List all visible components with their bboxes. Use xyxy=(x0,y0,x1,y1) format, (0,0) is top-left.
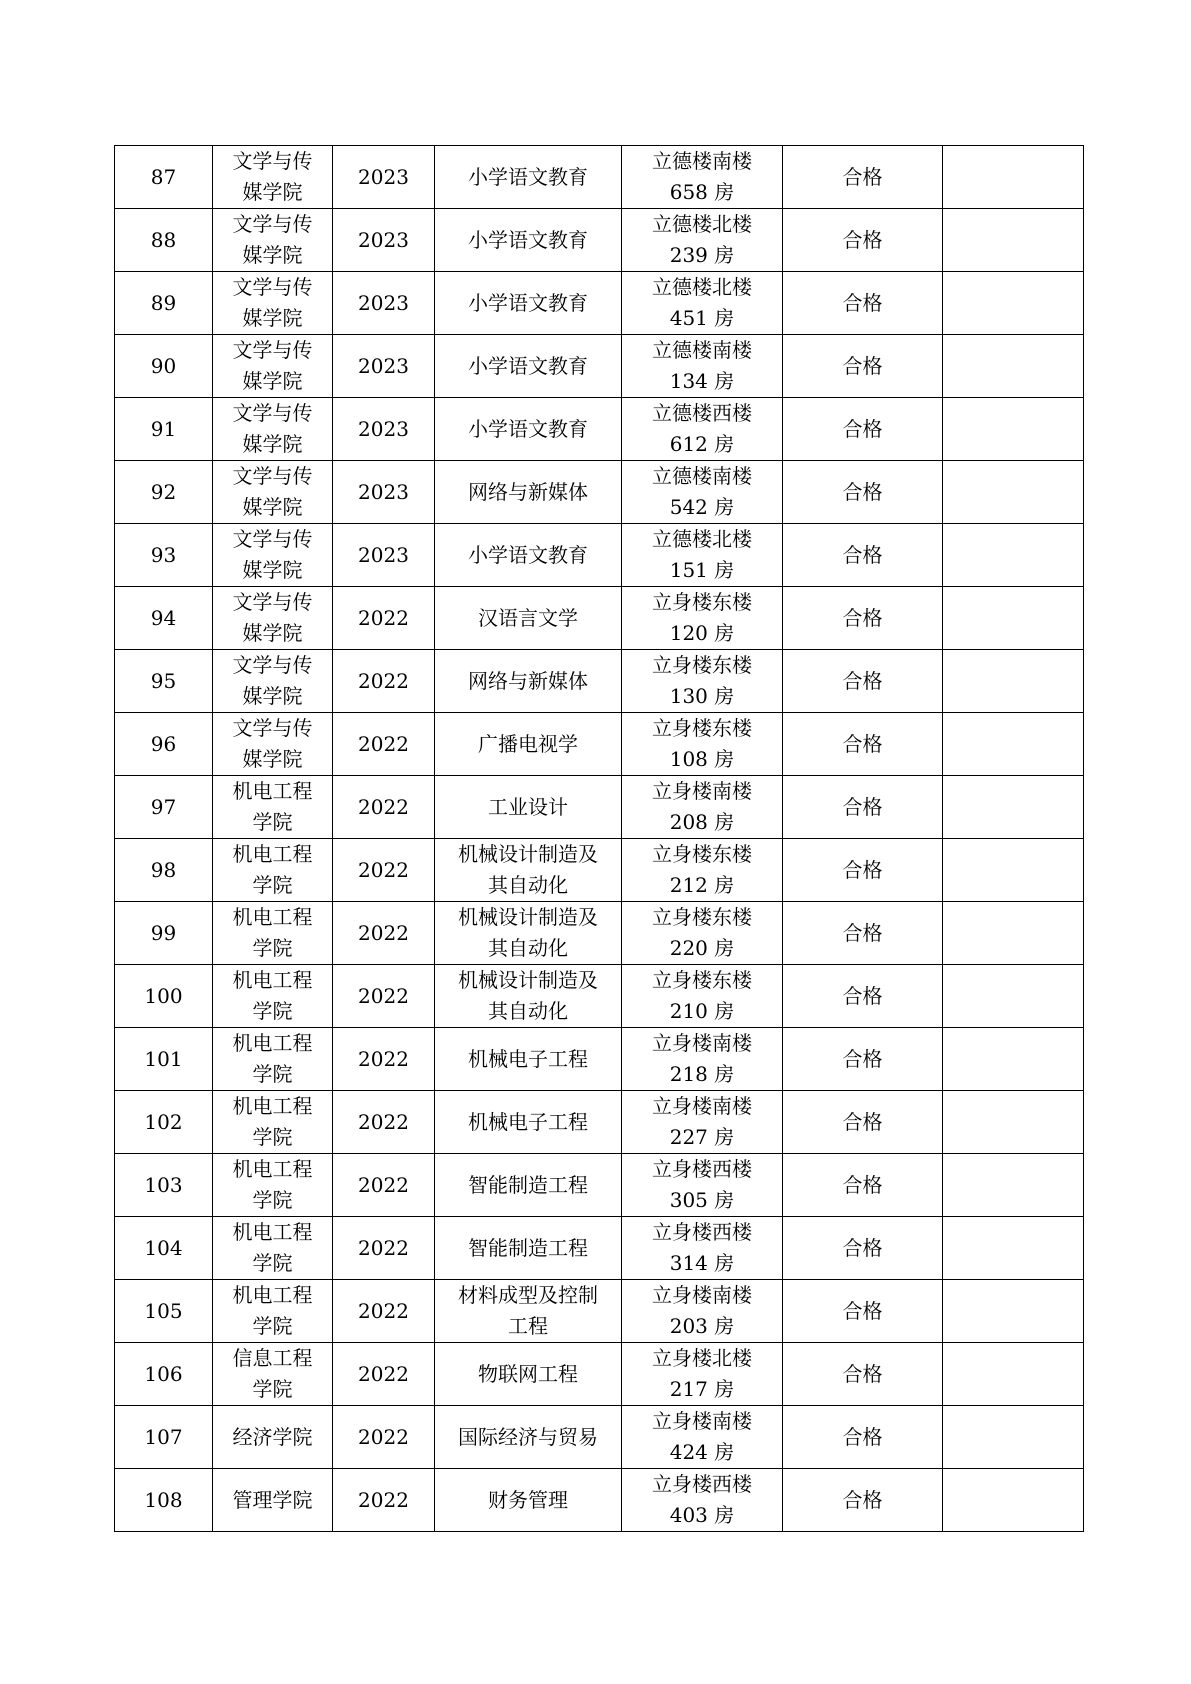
table-row xyxy=(115,587,1084,650)
cell-dorm-location xyxy=(622,209,783,272)
cell-college-line: 机电工程 xyxy=(232,1157,313,1181)
cell-college-line: 文学与传 xyxy=(232,590,313,614)
cell-dorm-location xyxy=(622,1343,783,1406)
table-row xyxy=(115,902,1084,965)
cell-remarks xyxy=(943,272,1084,335)
cell-college-line: 机电工程 xyxy=(232,1031,313,1055)
cell-major xyxy=(435,839,622,902)
cell-dorm-location-line: 立身楼东楼 xyxy=(652,842,752,866)
cell-year: 2022 xyxy=(333,1154,435,1217)
cell-college-line: 机电工程 xyxy=(232,842,313,866)
cell-college-line: 经济学院 xyxy=(232,1424,313,1449)
cell-year: 2022 xyxy=(333,1280,435,1343)
cell-dorm-location-line: 立德楼北楼 xyxy=(652,212,752,236)
cell-dorm-location xyxy=(622,272,783,335)
cell-dorm-location xyxy=(622,1217,783,1280)
cell-year: 2022 xyxy=(333,587,435,650)
cell-dorm-location xyxy=(622,335,783,398)
cell-remarks xyxy=(943,335,1084,398)
cell-dorm-location-line: 108 房 xyxy=(669,747,735,771)
cell-dorm-location xyxy=(622,965,783,1028)
cell-dorm-location-line: 305 房 xyxy=(669,1188,735,1212)
cell-dorm-location-line: 612 房 xyxy=(669,432,735,456)
cell-major-line: 物联网工程 xyxy=(478,1361,578,1386)
cell-dorm-location-line: 立德楼南楼 xyxy=(652,464,752,488)
cell-major-line: 机械电子工程 xyxy=(468,1109,588,1134)
cell-major xyxy=(435,209,622,272)
cell-major-line: 机械电子工程 xyxy=(468,1046,588,1071)
cell-college-line: 机电工程 xyxy=(232,1094,313,1118)
cell-dorm-location-line: 218 房 xyxy=(669,1062,735,1086)
cell-dorm-location-line: 451 房 xyxy=(669,306,735,330)
cell-dorm-location xyxy=(622,398,783,461)
cell-dorm-location-line: 立身楼西楼 xyxy=(652,1220,752,1244)
cell-dorm-location-line: 220 房 xyxy=(669,936,735,960)
cell-remarks xyxy=(943,1154,1084,1217)
cell-dorm-location-line: 130 房 xyxy=(669,684,735,708)
table-row xyxy=(115,1343,1084,1406)
cell-result: 合格 xyxy=(783,650,943,713)
cell-dorm-location xyxy=(622,650,783,713)
cell-dorm-location-line: 立身楼西楼 xyxy=(652,1472,752,1496)
cell-year: 2022 xyxy=(333,965,435,1028)
cell-year: 2022 xyxy=(333,713,435,776)
cell-college-line: 媒学院 xyxy=(242,558,303,582)
cell-major xyxy=(435,1343,622,1406)
cell-major-line: 小学语文教育 xyxy=(468,164,588,189)
cell-college xyxy=(213,839,333,902)
dormitory-inspection-table xyxy=(114,145,1084,1532)
cell-college-line: 媒学院 xyxy=(242,747,303,771)
cell-college xyxy=(213,1343,333,1406)
cell-dorm-location xyxy=(622,524,783,587)
cell-major xyxy=(435,902,622,965)
cell-dorm-location-line: 立德楼南楼 xyxy=(652,149,752,173)
table-row xyxy=(115,776,1084,839)
cell-college-line: 文学与传 xyxy=(232,149,313,173)
cell-major-line: 汉语言文学 xyxy=(478,605,578,630)
cell-dorm-location xyxy=(622,1091,783,1154)
cell-dorm-location-line: 立身楼南楼 xyxy=(652,1283,752,1307)
cell-college-line: 学院 xyxy=(252,1251,293,1275)
cell-college-line: 机电工程 xyxy=(232,968,313,992)
cell-college xyxy=(213,1217,333,1280)
cell-major-line: 网络与新媒体 xyxy=(468,479,588,504)
table-body xyxy=(115,146,1084,1532)
cell-remarks xyxy=(943,650,1084,713)
cell-college xyxy=(213,776,333,839)
cell-college-line: 学院 xyxy=(252,936,293,960)
cell-major xyxy=(435,650,622,713)
cell-college xyxy=(213,398,333,461)
cell-remarks xyxy=(943,209,1084,272)
cell-remarks xyxy=(943,839,1084,902)
cell-dorm-location xyxy=(622,1469,783,1532)
cell-result: 合格 xyxy=(783,1280,943,1343)
cell-dorm-location-line: 210 房 xyxy=(669,999,735,1023)
cell-number: 103 xyxy=(115,1154,213,1217)
cell-year: 2022 xyxy=(333,1406,435,1469)
cell-dorm-location-line: 立德楼北楼 xyxy=(652,275,752,299)
cell-remarks xyxy=(943,524,1084,587)
cell-dorm-location-line: 208 房 xyxy=(669,810,735,834)
cell-college xyxy=(213,335,333,398)
cell-college xyxy=(213,1154,333,1217)
cell-major xyxy=(435,1028,622,1091)
table-row xyxy=(115,1028,1084,1091)
cell-dorm-location-line: 立身楼东楼 xyxy=(652,905,752,929)
cell-number: 88 xyxy=(115,209,213,272)
cell-remarks xyxy=(943,587,1084,650)
cell-year: 2022 xyxy=(333,902,435,965)
cell-college-line: 机电工程 xyxy=(232,1220,313,1244)
cell-year: 2022 xyxy=(333,1091,435,1154)
table-row xyxy=(115,839,1084,902)
cell-major-line: 材料成型及控制 xyxy=(458,1283,598,1307)
cell-college-line: 学院 xyxy=(252,999,293,1023)
cell-number: 105 xyxy=(115,1280,213,1343)
cell-major-line: 广播电视学 xyxy=(478,731,578,756)
cell-result: 合格 xyxy=(783,272,943,335)
cell-college-line: 文学与传 xyxy=(232,464,313,488)
cell-number: 93 xyxy=(115,524,213,587)
cell-year: 2022 xyxy=(333,776,435,839)
cell-major-line: 其自动化 xyxy=(488,873,568,897)
cell-college-line: 文学与传 xyxy=(232,275,313,299)
cell-result: 合格 xyxy=(783,713,943,776)
cell-dorm-location xyxy=(622,902,783,965)
cell-college-line: 文学与传 xyxy=(232,212,313,236)
cell-remarks xyxy=(943,1343,1084,1406)
cell-number: 100 xyxy=(115,965,213,1028)
cell-dorm-location-line: 立身楼东楼 xyxy=(652,968,752,992)
cell-dorm-location-line: 203 房 xyxy=(669,1314,735,1338)
cell-year: 2022 xyxy=(333,1217,435,1280)
cell-major xyxy=(435,1154,622,1217)
cell-remarks xyxy=(943,461,1084,524)
table-row xyxy=(115,713,1084,776)
table-row xyxy=(115,524,1084,587)
cell-dorm-location-line: 239 房 xyxy=(669,243,735,267)
cell-number: 99 xyxy=(115,902,213,965)
cell-number: 104 xyxy=(115,1217,213,1280)
cell-college xyxy=(213,1469,333,1532)
cell-dorm-location-line: 424 房 xyxy=(669,1440,735,1464)
cell-college-line: 文学与传 xyxy=(232,401,313,425)
cell-college-line: 媒学院 xyxy=(242,495,303,519)
cell-major xyxy=(435,1469,622,1532)
cell-result: 合格 xyxy=(783,776,943,839)
table-row xyxy=(115,272,1084,335)
cell-college xyxy=(213,461,333,524)
cell-major-line: 小学语文教育 xyxy=(468,227,588,252)
cell-dorm-location xyxy=(622,1406,783,1469)
cell-dorm-location-line: 立身楼南楼 xyxy=(652,1094,752,1118)
cell-major xyxy=(435,398,622,461)
cell-college xyxy=(213,587,333,650)
cell-major xyxy=(435,335,622,398)
cell-dorm-location-line: 立身楼东楼 xyxy=(652,590,752,614)
cell-dorm-location-line: 227 房 xyxy=(669,1125,735,1149)
cell-number: 89 xyxy=(115,272,213,335)
cell-year: 2023 xyxy=(333,272,435,335)
cell-number: 108 xyxy=(115,1469,213,1532)
cell-college-line: 学院 xyxy=(252,1188,293,1212)
cell-dorm-location-line: 立德楼南楼 xyxy=(652,338,752,362)
cell-year: 2022 xyxy=(333,1028,435,1091)
cell-dorm-location-line: 120 房 xyxy=(669,621,735,645)
cell-result: 合格 xyxy=(783,902,943,965)
cell-number: 98 xyxy=(115,839,213,902)
cell-major xyxy=(435,965,622,1028)
cell-year: 2023 xyxy=(333,461,435,524)
cell-college-line: 机电工程 xyxy=(232,1283,313,1307)
cell-college-line: 机电工程 xyxy=(232,779,313,803)
cell-result: 合格 xyxy=(783,1406,943,1469)
cell-major-line: 网络与新媒体 xyxy=(468,668,588,693)
cell-result: 合格 xyxy=(783,1091,943,1154)
cell-result: 合格 xyxy=(783,1343,943,1406)
cell-remarks xyxy=(943,965,1084,1028)
cell-dorm-location-line: 立身楼南楼 xyxy=(652,1409,752,1433)
cell-dorm-location xyxy=(622,461,783,524)
cell-major xyxy=(435,146,622,209)
cell-number: 96 xyxy=(115,713,213,776)
cell-remarks xyxy=(943,398,1084,461)
cell-dorm-location-line: 314 房 xyxy=(669,1251,735,1275)
table-row xyxy=(115,650,1084,713)
cell-number: 90 xyxy=(115,335,213,398)
cell-year: 2022 xyxy=(333,1343,435,1406)
cell-major-line: 智能制造工程 xyxy=(468,1235,588,1260)
cell-college-line: 学院 xyxy=(252,1125,293,1149)
cell-major xyxy=(435,272,622,335)
table-row xyxy=(115,209,1084,272)
cell-major-line: 国际经济与贸易 xyxy=(458,1424,598,1449)
cell-remarks xyxy=(943,713,1084,776)
cell-college xyxy=(213,524,333,587)
cell-major-line: 智能制造工程 xyxy=(468,1172,588,1197)
cell-result: 合格 xyxy=(783,209,943,272)
cell-major-line: 其自动化 xyxy=(488,999,568,1023)
cell-college-line: 学院 xyxy=(252,1062,293,1086)
cell-college xyxy=(213,965,333,1028)
table-row xyxy=(115,1469,1084,1532)
cell-college xyxy=(213,1028,333,1091)
cell-result: 合格 xyxy=(783,1217,943,1280)
cell-major-line: 机械设计制造及 xyxy=(458,842,598,866)
cell-college-line: 文学与传 xyxy=(232,716,313,740)
cell-dorm-location xyxy=(622,587,783,650)
cell-result: 合格 xyxy=(783,461,943,524)
cell-college-line: 媒学院 xyxy=(242,306,303,330)
cell-college xyxy=(213,713,333,776)
cell-year: 2022 xyxy=(333,650,435,713)
cell-college-line: 媒学院 xyxy=(242,432,303,456)
cell-result: 合格 xyxy=(783,524,943,587)
cell-result: 合格 xyxy=(783,398,943,461)
cell-year: 2023 xyxy=(333,335,435,398)
table-row xyxy=(115,1154,1084,1217)
cell-major xyxy=(435,524,622,587)
cell-college-line: 学院 xyxy=(252,1377,293,1401)
cell-year: 2023 xyxy=(333,209,435,272)
cell-dorm-location-line: 658 房 xyxy=(669,180,735,204)
cell-remarks xyxy=(943,1469,1084,1532)
table-row xyxy=(115,146,1084,209)
cell-result: 合格 xyxy=(783,965,943,1028)
cell-dorm-location-line: 立德楼西楼 xyxy=(652,401,752,425)
cell-major xyxy=(435,776,622,839)
cell-dorm-location-line: 403 房 xyxy=(669,1503,735,1527)
cell-dorm-location-line: 212 房 xyxy=(669,873,735,897)
cell-dorm-location-line: 134 房 xyxy=(669,369,735,393)
cell-college xyxy=(213,1280,333,1343)
cell-dorm-location-line: 立身楼东楼 xyxy=(652,716,752,740)
cell-dorm-location xyxy=(622,713,783,776)
cell-remarks xyxy=(943,902,1084,965)
cell-year: 2023 xyxy=(333,398,435,461)
cell-number: 94 xyxy=(115,587,213,650)
cell-dorm-location-line: 151 房 xyxy=(669,558,735,582)
cell-college-line: 文学与传 xyxy=(232,338,313,362)
cell-college-line: 学院 xyxy=(252,1314,293,1338)
cell-major-line: 小学语文教育 xyxy=(468,542,588,567)
cell-college-line: 媒学院 xyxy=(242,684,303,708)
cell-remarks xyxy=(943,146,1084,209)
cell-major-line: 工业设计 xyxy=(488,794,568,819)
cell-remarks xyxy=(943,776,1084,839)
cell-major-line: 小学语文教育 xyxy=(468,416,588,441)
cell-dorm-location xyxy=(622,1028,783,1091)
cell-college xyxy=(213,272,333,335)
cell-dorm-location xyxy=(622,1154,783,1217)
cell-college-line: 媒学院 xyxy=(242,180,303,204)
cell-major xyxy=(435,1280,622,1343)
cell-year: 2022 xyxy=(333,839,435,902)
table-row xyxy=(115,1280,1084,1343)
cell-major xyxy=(435,713,622,776)
cell-dorm-location-line: 立德楼北楼 xyxy=(652,527,752,551)
table-row xyxy=(115,461,1084,524)
cell-number: 95 xyxy=(115,650,213,713)
cell-major-line: 机械设计制造及 xyxy=(458,905,598,929)
cell-number: 92 xyxy=(115,461,213,524)
cell-number: 107 xyxy=(115,1406,213,1469)
cell-college xyxy=(213,1406,333,1469)
cell-result: 合格 xyxy=(783,146,943,209)
cell-result: 合格 xyxy=(783,1469,943,1532)
cell-number: 87 xyxy=(115,146,213,209)
cell-college-line: 管理学院 xyxy=(232,1487,313,1512)
cell-result: 合格 xyxy=(783,1154,943,1217)
cell-major xyxy=(435,1217,622,1280)
cell-number: 97 xyxy=(115,776,213,839)
cell-major-line: 小学语文教育 xyxy=(468,353,588,378)
cell-dorm-location-line: 立身楼北楼 xyxy=(652,1346,752,1370)
cell-number: 102 xyxy=(115,1091,213,1154)
cell-major xyxy=(435,461,622,524)
cell-dorm-location xyxy=(622,1280,783,1343)
cell-major xyxy=(435,587,622,650)
cell-number: 106 xyxy=(115,1343,213,1406)
cell-major-line: 小学语文教育 xyxy=(468,290,588,315)
cell-college-line: 媒学院 xyxy=(242,369,303,393)
cell-college xyxy=(213,146,333,209)
cell-major-line: 其自动化 xyxy=(488,936,568,960)
cell-remarks xyxy=(943,1406,1084,1469)
cell-remarks xyxy=(943,1028,1084,1091)
cell-year: 2023 xyxy=(333,146,435,209)
cell-number: 101 xyxy=(115,1028,213,1091)
table-row xyxy=(115,1091,1084,1154)
cell-dorm-location-line: 立身楼西楼 xyxy=(652,1157,752,1181)
cell-result: 合格 xyxy=(783,335,943,398)
cell-dorm-location xyxy=(622,776,783,839)
table-row xyxy=(115,965,1084,1028)
cell-year: 2023 xyxy=(333,524,435,587)
table-row xyxy=(115,1217,1084,1280)
cell-dorm-location-line: 立身楼东楼 xyxy=(652,653,752,677)
cell-result: 合格 xyxy=(783,839,943,902)
cell-college xyxy=(213,650,333,713)
cell-college-line: 机电工程 xyxy=(232,905,313,929)
cell-major-line: 财务管理 xyxy=(488,1487,568,1512)
cell-year: 2022 xyxy=(333,1469,435,1532)
cell-dorm-location-line: 217 房 xyxy=(669,1377,735,1401)
cell-dorm-location-line: 立身楼南楼 xyxy=(652,1031,752,1055)
cell-college-line: 学院 xyxy=(252,873,293,897)
cell-college-line: 媒学院 xyxy=(242,243,303,267)
cell-college xyxy=(213,1091,333,1154)
table-row xyxy=(115,398,1084,461)
cell-remarks xyxy=(943,1217,1084,1280)
cell-result: 合格 xyxy=(783,587,943,650)
cell-college-line: 文学与传 xyxy=(232,527,313,551)
cell-dorm-location-line: 立身楼南楼 xyxy=(652,779,752,803)
cell-number: 91 xyxy=(115,398,213,461)
cell-dorm-location xyxy=(622,146,783,209)
table-row xyxy=(115,335,1084,398)
cell-college-line: 媒学院 xyxy=(242,621,303,645)
cell-major xyxy=(435,1406,622,1469)
cell-college-line: 文学与传 xyxy=(232,653,313,677)
cell-dorm-location xyxy=(622,839,783,902)
cell-result: 合格 xyxy=(783,1028,943,1091)
cell-college-line: 学院 xyxy=(252,810,293,834)
cell-major-line: 机械设计制造及 xyxy=(458,968,598,992)
table-row xyxy=(115,1406,1084,1469)
cell-dorm-location-line: 542 房 xyxy=(669,495,735,519)
cell-college xyxy=(213,209,333,272)
cell-major-line: 工程 xyxy=(508,1314,548,1338)
cell-college-line: 信息工程 xyxy=(232,1346,313,1370)
cell-remarks xyxy=(943,1091,1084,1154)
cell-major xyxy=(435,1091,622,1154)
cell-remarks xyxy=(943,1280,1084,1343)
cell-college xyxy=(213,902,333,965)
